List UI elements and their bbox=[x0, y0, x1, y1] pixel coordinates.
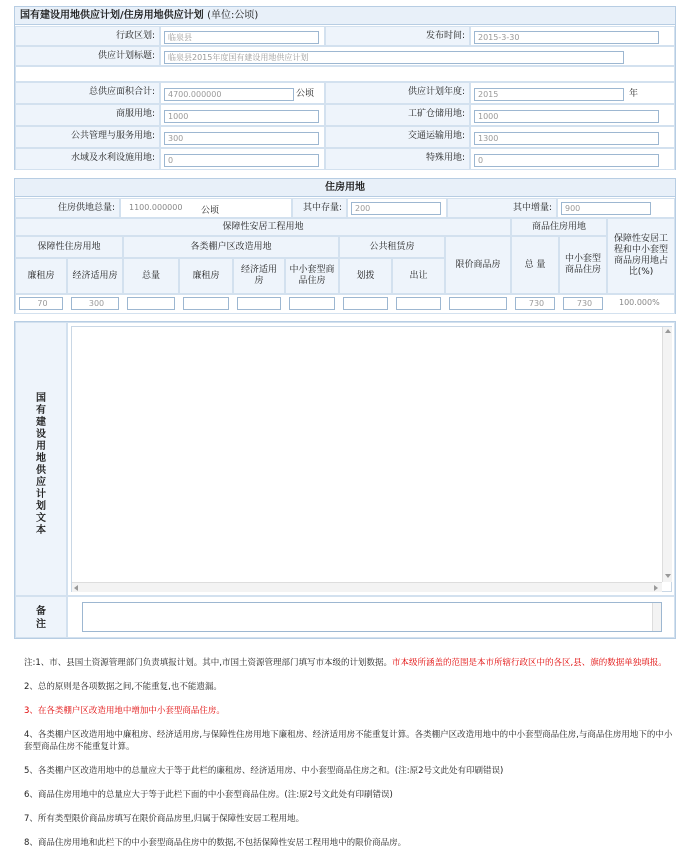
note-7: 7、所有类型限价商品房填写在限价商品房里,归属于保障性安居工程用地。 bbox=[24, 814, 305, 824]
note-1 bbox=[24, 657, 676, 669]
plan-panel bbox=[14, 6, 676, 170]
region-input[interactable]: 临泉县 bbox=[164, 31, 319, 44]
spacer-row bbox=[15, 66, 675, 82]
transport-label: 交通运输用地: bbox=[325, 126, 470, 148]
commercial-label: 商服用地: bbox=[15, 104, 160, 126]
housing-total-value: 1100.000000 bbox=[129, 203, 183, 212]
hscroll-left-icon[interactable] bbox=[74, 585, 78, 591]
val-shanty-lowrent-input[interactable] bbox=[183, 297, 229, 310]
housing-panel bbox=[14, 178, 676, 314]
remark-label: 备注 bbox=[36, 606, 46, 630]
limited-subheader: 限价商品房 bbox=[445, 236, 511, 294]
stock-input[interactable]: 200 bbox=[351, 202, 441, 215]
plan-title-input[interactable]: 临泉县2015年度国有建设用地供应计划 bbox=[164, 51, 624, 64]
increment-cell bbox=[557, 198, 675, 218]
note-4: 4、各类棚户区改造用地中廉租房、经济适用房,与保障性住房用地下廉租房、经济适用房不能重复计算。各类棚户区改造用地中的中小套型商品住房,与商品住房用地下的中小套型商品住房不能重复计算。 bbox=[24, 730, 673, 752]
housing-title: 住房用地 bbox=[325, 182, 365, 193]
remark-textarea[interactable] bbox=[82, 602, 662, 632]
plan-titlebar bbox=[15, 7, 675, 25]
col-lowrent: 廉租房 bbox=[15, 258, 67, 294]
housing-titlebar bbox=[15, 179, 675, 197]
plan-title: 国有建设用地供应计划/住房用地供应计划 bbox=[20, 10, 204, 21]
val-limited-input[interactable] bbox=[449, 297, 507, 310]
housing-total-unit: 公顷 bbox=[201, 206, 220, 216]
val-shanty-total-input[interactable] bbox=[127, 297, 175, 310]
special-input[interactable]: 0 bbox=[474, 154, 659, 167]
plan-text-area[interactable] bbox=[71, 326, 672, 592]
hscroll-right-icon[interactable] bbox=[654, 585, 658, 591]
ratio-value: 100.000% bbox=[619, 298, 660, 307]
notes-section bbox=[24, 657, 676, 849]
val-comm-small-input[interactable]: 730 bbox=[563, 297, 603, 310]
col-shanty-small: 中小套型商品住房 bbox=[285, 258, 339, 294]
note-6: 6、商品住房用地中的总量应大于等于此栏下面的中小套型商品住房。(注:原2号文此处有印刷错误) bbox=[24, 790, 393, 800]
increment-label: 其中增量: bbox=[447, 198, 557, 218]
year-input[interactable]: 2015 bbox=[474, 88, 624, 101]
region-cell bbox=[160, 26, 325, 46]
vscroll-up-icon[interactable] bbox=[665, 329, 671, 333]
plan-text-vscroll[interactable] bbox=[662, 327, 672, 582]
industrial-input[interactable]: 1000 bbox=[474, 110, 659, 123]
stock-label: 其中存量: bbox=[292, 198, 347, 218]
year-label: 供应计划年度: bbox=[325, 82, 470, 104]
plan-text-label-cell bbox=[15, 322, 67, 596]
plan-text-hscroll[interactable] bbox=[72, 582, 662, 592]
col-allocate: 划拨 bbox=[339, 258, 392, 294]
col-sell: 出让 bbox=[392, 258, 445, 294]
note-8: 8、商品住房用地和此栏下的中小套型商品住房中的数据,不包括保障性安居工程用地中的限价商品房。 bbox=[24, 838, 407, 848]
transport-cell bbox=[470, 126, 675, 148]
stock-cell bbox=[347, 198, 447, 218]
plan-unit: (单位:公顷) bbox=[207, 10, 259, 21]
val-sell-input[interactable] bbox=[396, 297, 441, 310]
water-cell bbox=[160, 148, 325, 170]
plan-title-cell bbox=[160, 46, 675, 66]
public-label: 公共管理与服务用地: bbox=[15, 126, 160, 148]
increment-input[interactable]: 900 bbox=[561, 202, 651, 215]
public-input[interactable]: 300 bbox=[164, 132, 319, 145]
comm-small-header: 中小套型商品住房 bbox=[559, 236, 607, 294]
commercial-cell bbox=[160, 104, 325, 126]
protect-header: 保障性安居工程用地 bbox=[15, 218, 511, 236]
water-input[interactable]: 0 bbox=[164, 154, 319, 167]
vscroll-down-icon[interactable] bbox=[665, 574, 671, 578]
total-area-cell bbox=[160, 82, 325, 104]
transport-input[interactable]: 1300 bbox=[474, 132, 659, 145]
comm-total-header: 总 量 bbox=[511, 236, 559, 294]
val-lowrent-input[interactable]: 70 bbox=[19, 297, 63, 310]
special-label: 特殊用地: bbox=[325, 148, 470, 170]
val-shanty-econ-input[interactable] bbox=[237, 297, 281, 310]
val-shanty-small-input[interactable] bbox=[289, 297, 335, 310]
publish-label: 发布时间: bbox=[325, 26, 470, 46]
housing-total-cell bbox=[120, 198, 292, 218]
plan-text-label: 国有建设用地供应计划文本 bbox=[36, 393, 46, 536]
note-1-text: 注:1、市、县国土资源管理部门负责填报计划。其中,市国土资源管理部门填写市本级的计划数据。 bbox=[24, 658, 392, 668]
val-econ-input[interactable]: 300 bbox=[71, 297, 119, 310]
plan-text-area-cell bbox=[67, 322, 675, 596]
year-cell bbox=[470, 82, 675, 104]
special-cell bbox=[470, 148, 675, 170]
val-allocate-input[interactable] bbox=[343, 297, 388, 310]
protect-subheader: 保障性住房用地 bbox=[15, 236, 123, 258]
commercial-input[interactable]: 1000 bbox=[164, 110, 319, 123]
total-area-unit: 公顷 bbox=[296, 89, 315, 99]
text-panel bbox=[14, 321, 676, 639]
total-area-input[interactable]: 4700.000000 bbox=[164, 88, 294, 101]
remark-vscroll[interactable] bbox=[652, 603, 661, 631]
remark-area-cell bbox=[67, 596, 675, 638]
note-2: 2、总的原则是各项数据之间,不能重复,也不能遗漏。 bbox=[24, 682, 222, 692]
col-shanty-total: 总量 bbox=[123, 258, 179, 294]
col-econ: 经济适用房 bbox=[67, 258, 123, 294]
col-shanty-lowrent: 廉租房 bbox=[179, 258, 233, 294]
industrial-label: 工矿仓储用地: bbox=[325, 104, 470, 126]
housing-total-label: 住房供地总量: bbox=[15, 198, 120, 218]
publish-input[interactable]: 2015-3-30 bbox=[474, 31, 659, 44]
rental-subheader: 公共租赁房 bbox=[339, 236, 445, 258]
commercial-housing-header: 商品住房用地 bbox=[511, 218, 607, 236]
total-area-label: 总供应面积合计: bbox=[15, 82, 160, 104]
remark-label-cell bbox=[15, 596, 67, 638]
public-cell bbox=[160, 126, 325, 148]
plan-title-label: 供应计划标题: bbox=[15, 46, 160, 66]
industrial-cell bbox=[470, 104, 675, 126]
year-unit: 年 bbox=[629, 89, 639, 99]
col-shanty-econ: 经济适用房 bbox=[233, 258, 285, 294]
publish-cell bbox=[470, 26, 675, 46]
note-1-highlight: 市本级所涵盖的范围是本市所辖行政区中的各区,县、旗的数据单独填报。 bbox=[391, 658, 667, 668]
ratio-header: 保障性安居工程和中小套型商品房用地占比(%) bbox=[607, 218, 675, 294]
note-5: 5、各类棚户区改造用地中的总量应大于等于此栏的廉租房、经济适用房、中小套型商品住房之和。(注:原2号文此处有印刷错误) bbox=[24, 766, 504, 776]
note-3: 3、在各类棚户区改造用地中增加中小套型商品住房。 bbox=[24, 706, 225, 716]
region-label: 行政区划: bbox=[15, 26, 160, 46]
water-label: 水域及水利设施用地: bbox=[15, 148, 160, 170]
shanty-subheader: 各类棚户区改造用地 bbox=[123, 236, 339, 258]
val-comm-total-input[interactable]: 730 bbox=[515, 297, 555, 310]
